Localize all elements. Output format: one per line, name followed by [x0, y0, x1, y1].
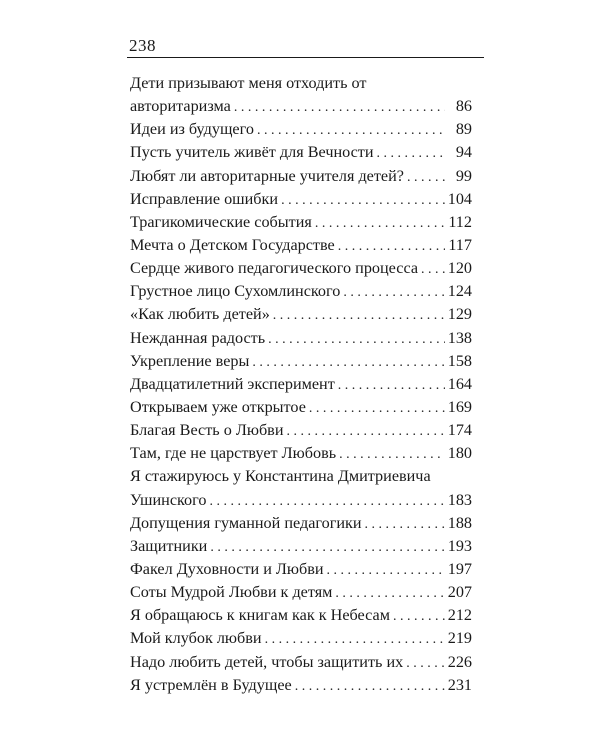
toc-entry-title: Благая Весть о Любви — [130, 421, 284, 440]
toc-entry-title: Грустное лицо Сухомлинского — [130, 282, 341, 301]
toc-entry-title: Укрепление веры — [130, 351, 250, 370]
dot-leader — [407, 166, 445, 189]
dot-leader — [309, 397, 445, 420]
dot-leader — [257, 119, 445, 142]
toc-entry-page: 94 — [455, 143, 472, 162]
toc-entry-page: 207 — [447, 583, 472, 602]
toc-entry-page: 188 — [447, 513, 472, 532]
dot-leader — [327, 559, 445, 582]
dot-leader — [343, 281, 444, 304]
toc-entry-page: 112 — [448, 212, 472, 231]
dot-leader — [209, 490, 444, 513]
toc-entry-title: Я устремлён в Будущее — [130, 675, 292, 694]
toc-entry-page: 183 — [447, 490, 472, 509]
toc-entry-page: 231 — [447, 675, 472, 694]
toc-entry — [130, 141, 472, 164]
toc-entry-page: 180 — [447, 444, 472, 463]
toc-entry — [130, 327, 472, 350]
dot-leader — [265, 628, 445, 651]
toc-entry — [130, 465, 472, 488]
toc-entry — [130, 350, 472, 373]
dot-leader — [421, 258, 445, 281]
toc-entry — [130, 72, 472, 95]
toc-entry — [130, 489, 472, 512]
toc-entry — [130, 558, 472, 581]
toc-entry-title: Там, где не царствует Любовь — [130, 444, 337, 463]
toc-entry — [130, 373, 472, 396]
toc-entry-title: Мой клубок любви — [130, 629, 262, 648]
toc-entry-title: Защитники — [130, 536, 208, 555]
dot-leader — [393, 605, 445, 628]
dot-leader — [338, 235, 445, 258]
toc-entry — [130, 535, 472, 558]
toc-entry — [130, 257, 472, 280]
toc-entry-title: Допущения гуманной педагогики — [130, 513, 362, 532]
toc-entry-title: Я стажируюсь у Константина Дмитриевича — [130, 467, 431, 486]
dot-leader — [315, 212, 445, 235]
toc-entry-title: Идеи из будущего — [130, 120, 254, 139]
toc-entry — [130, 674, 472, 697]
dot-leader — [295, 675, 445, 698]
toc-entry-page: 197 — [447, 559, 472, 578]
dot-leader — [268, 328, 445, 351]
page-number: 238 — [129, 36, 156, 55]
toc-entry-title: Соты Мудрой Любви к детям — [130, 583, 333, 602]
toc-entry-page: 164 — [447, 374, 472, 393]
toc-entry-title: Открываем уже открытое — [130, 397, 306, 416]
toc-entry-page: 169 — [447, 397, 472, 416]
toc-entry-title: Исправление ошибки — [130, 189, 279, 208]
toc-entry-title: Любят ли авторитарные учителя детей? — [130, 166, 404, 185]
dot-leader — [210, 536, 444, 559]
dot-leader — [365, 513, 445, 536]
toc-entry — [130, 118, 472, 141]
dot-leader — [406, 652, 444, 675]
toc-entry-page: 104 — [447, 189, 472, 208]
toc-entry — [130, 396, 472, 419]
toc-entry-page: 124 — [447, 282, 472, 301]
dot-leader — [377, 142, 445, 165]
toc-entry-title: Нежданная радость — [130, 328, 266, 347]
toc-entry — [130, 442, 472, 465]
toc-entry — [130, 627, 472, 650]
toc-entry-title: Трагикомические события — [130, 212, 312, 231]
toc-entry-title: Дети призывают меня отходить от — [130, 74, 367, 92]
toc-entry — [130, 651, 472, 674]
toc-entry-title: Факел Духовности и Любви — [130, 559, 324, 578]
toc-entry-title: авторитаризма — [130, 97, 231, 116]
toc-entry-page: 219 — [447, 629, 472, 648]
dot-leader — [287, 420, 445, 443]
toc-entry-page: 193 — [447, 536, 472, 555]
table-of-contents — [130, 72, 472, 697]
toc-entry-title: Двадцатилетний эксперимент — [130, 374, 335, 393]
toc-entry-title: Мечта о Детском Государстве — [130, 235, 335, 254]
toc-entry — [130, 512, 472, 535]
toc-entry-page: 99 — [455, 166, 472, 185]
toc-entry-page: 174 — [447, 421, 472, 440]
toc-entry-title: Пусть учитель живёт для Вечности — [130, 143, 374, 162]
toc-entry-page: 138 — [447, 328, 472, 347]
dot-leader — [273, 304, 445, 327]
toc-entry — [130, 604, 472, 627]
toc-entry-title: Я обращаюсь к книгам как к Небесам — [130, 606, 390, 625]
dot-leader — [252, 351, 444, 374]
toc-entry-page: 120 — [447, 259, 472, 278]
toc-entry-page: 117 — [448, 235, 472, 254]
dot-leader — [335, 582, 444, 605]
toc-entry-title: Надо любить детей, чтобы защитить их — [130, 652, 404, 671]
toc-entry-page: 89 — [455, 120, 472, 139]
toc-entry-title: «Как любить детей» — [130, 305, 270, 324]
toc-entry-title: Сердце живого педагогического процесса — [130, 259, 419, 278]
toc-entry — [130, 581, 472, 604]
toc-entry — [130, 419, 472, 442]
dot-leader — [338, 374, 445, 397]
dot-leader — [281, 189, 445, 212]
toc-entry — [130, 303, 472, 326]
toc-entry-page: 129 — [447, 305, 472, 324]
toc-entry — [130, 211, 472, 234]
toc-entry — [130, 188, 472, 211]
dot-leader — [234, 96, 445, 119]
toc-entry — [130, 165, 472, 188]
toc-entry-page: 158 — [447, 351, 472, 370]
toc-entry — [130, 95, 472, 118]
toc-entry — [130, 234, 472, 257]
header-rule — [127, 57, 484, 58]
toc-entry-page: 212 — [447, 606, 472, 625]
toc-entry-title: Ушинского — [130, 490, 207, 509]
dot-leader — [339, 443, 445, 466]
toc-entry-page: 86 — [455, 97, 472, 116]
toc-entry — [130, 280, 472, 303]
toc-entry-page: 226 — [447, 652, 472, 671]
